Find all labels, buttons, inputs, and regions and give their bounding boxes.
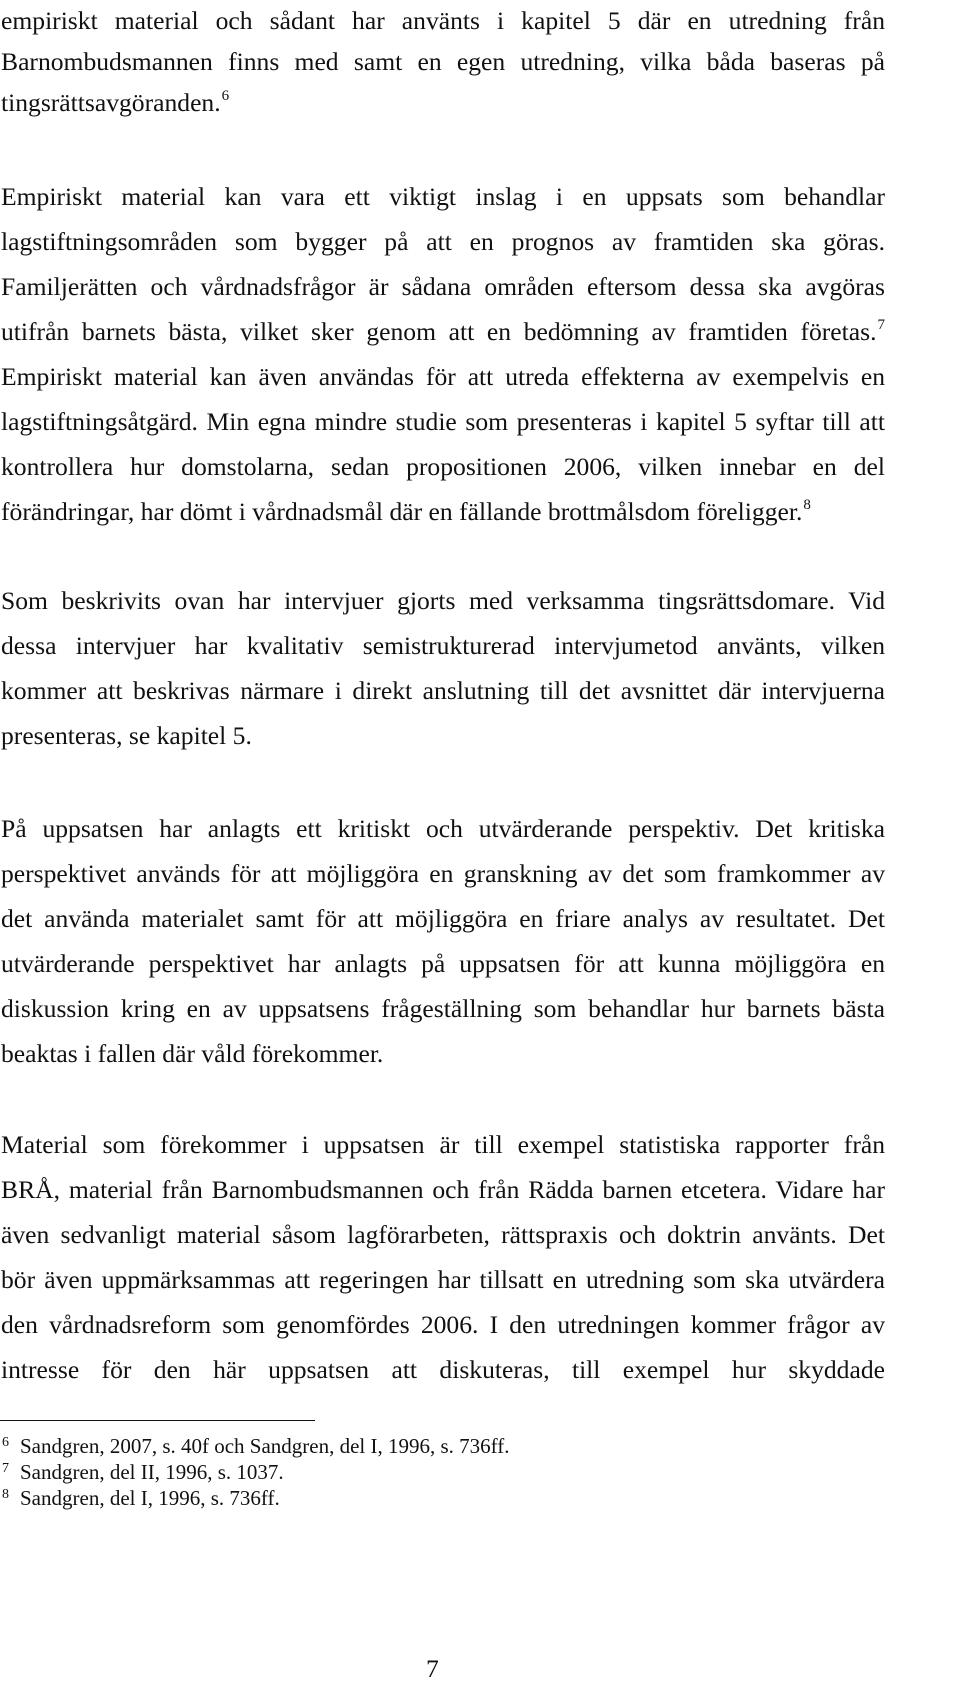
line-text: förändringar, har dömt i vårdnadsmål där en fällande brottmålsdom föreligger. xyxy=(1,497,803,526)
line-text: kontrollera hur domstolarna, sedan propositionen 2006, vilken innebar en del xyxy=(1,452,885,481)
footnote-reference: 8 xyxy=(803,497,811,513)
line-text: Empiriskt material kan även användas för att utreda effekterna av exempelvis en xyxy=(1,362,885,391)
body-text-line xyxy=(1,806,885,851)
body-text-line xyxy=(1,986,885,1031)
footnote-text: Sandgren, 2007, s. 40f och Sandgren, del I, 1996, s. 736ff. xyxy=(20,1434,510,1458)
body-text-line xyxy=(1,444,885,489)
footnote-reference: 7 xyxy=(877,317,885,333)
body-text-line xyxy=(1,0,885,41)
body-text-line xyxy=(1,851,885,896)
line-text: Material som förekommer i uppsatsen är till exempel statistiska rapporter från xyxy=(1,1130,885,1159)
body-text-line xyxy=(1,399,885,444)
body-text-line xyxy=(1,309,885,354)
line-text: Som beskrivits ovan har intervjuer gjorts med verksamma tingsrättsdomare. Vid xyxy=(1,586,885,615)
line-text: den vårdnadsreform som genomfördes 2006. I den utredningen kommer frågor av xyxy=(1,1310,885,1339)
footnote-separator xyxy=(0,1420,315,1421)
line-text: utvärderande perspektivet har anlagts på uppsatsen för att kunna möjliggöra en xyxy=(1,949,885,978)
body-text-line xyxy=(1,896,885,941)
body-paragraph xyxy=(1,806,885,1076)
line-text: utifrån barnets bästa, vilket sker genom att en bedömning av framtiden företas. xyxy=(1,317,877,346)
footnotes xyxy=(2,1433,882,1511)
footnote: 7 Sandgren, del II, 1996, s. 1037. xyxy=(2,1460,284,1484)
page-number: 7 xyxy=(426,1654,439,1683)
line-text: Empiriskt material kan vara ett viktigt inslag i en uppsats som behandlar xyxy=(1,182,885,211)
body-text-line xyxy=(1,1347,885,1392)
footnote-text: Sandgren, del II, 1996, s. 1037. xyxy=(20,1460,284,1484)
body-paragraph xyxy=(1,174,885,534)
line-text: tingsrättsavgöranden. xyxy=(1,88,221,117)
body-text-line xyxy=(1,219,885,264)
line-text: presenteras, se kapitel 5. xyxy=(1,721,252,750)
line-text: lagstiftningsåtgärd. Min egna mindre studie som presenteras i kapitel 5 syftar till att xyxy=(1,407,885,436)
line-text: Barnombudsmannen finns med samt en egen utredning, vilka båda baseras på xyxy=(1,47,885,76)
body-paragraph xyxy=(1,578,885,758)
body-text-line xyxy=(1,668,885,713)
body-text-line xyxy=(1,578,885,623)
line-text: kommer att beskrivas närmare i direkt anslutning till det avsnittet där intervjuerna xyxy=(1,676,885,705)
body-text-line xyxy=(1,713,885,758)
body-text-line xyxy=(1,1122,885,1167)
line-text: bör även uppmärksammas att regeringen har tillsatt en utredning som ska utvärdera xyxy=(1,1265,885,1294)
body-text-line xyxy=(1,82,885,123)
body-text-line xyxy=(1,623,885,668)
body-text-line xyxy=(1,174,885,219)
footnote: 6 Sandgren, 2007, s. 40f och Sandgren, del I, 1996, s. 736ff. xyxy=(2,1434,510,1458)
body-text-line xyxy=(1,1167,885,1212)
line-text: diskussion kring en av uppsatsens frågeställning som behandlar hur barnets bästa xyxy=(1,994,885,1023)
body-paragraph xyxy=(1,0,885,123)
body-text-line xyxy=(1,264,885,309)
line-text: intresse för den här uppsatsen att diskuteras, till exempel hur skyddade xyxy=(1,1355,885,1384)
body-text-line xyxy=(1,1031,885,1076)
body-text-line xyxy=(1,489,885,534)
line-text: beaktas i fallen där våld förekommer. xyxy=(1,1039,384,1068)
body-text-line xyxy=(1,941,885,986)
line-text: dessa intervjuer har kvalitativ semistrukturerad intervjumetod använts, vilken xyxy=(1,631,885,660)
line-text: perspektivet används för att möjliggöra en granskning av det som framkommer av xyxy=(1,859,885,888)
body-text-line xyxy=(1,41,885,82)
line-text: På uppsatsen har anlagts ett kritiskt och utvärderande perspektiv. Det kritiska xyxy=(1,814,885,843)
body-text-line xyxy=(1,1302,885,1347)
line-text: Familjerätten och vårdnadsfrågor är sådana områden eftersom dessa ska avgöras xyxy=(1,272,885,301)
body-paragraph xyxy=(1,1122,885,1392)
body-text-line xyxy=(1,1257,885,1302)
line-text: BRÅ, material från Barnombudsmannen och från Rädda barnen etcetera. Vidare har xyxy=(1,1175,885,1204)
line-text: lagstiftningsområden som bygger på att en prognos av framtiden ska göras. xyxy=(1,227,885,256)
footnote-reference: 6 xyxy=(221,88,230,104)
line-text: även sedvanligt material såsom lagförarbeten, rättspraxis och doktrin använts. Det xyxy=(1,1220,885,1249)
body-text-line xyxy=(1,354,885,399)
line-text: empiriskt material och sådant har använts i kapitel 5 där en utredning från xyxy=(1,6,885,35)
body-text-line xyxy=(1,1212,885,1257)
footnote-text: Sandgren, del I, 1996, s. 736ff. xyxy=(20,1486,280,1510)
line-text: det använda materialet samt för att möjliggöra en friare analys av resultatet. Det xyxy=(1,904,885,933)
footnote: 8 Sandgren, del I, 1996, s. 736ff. xyxy=(2,1486,280,1510)
